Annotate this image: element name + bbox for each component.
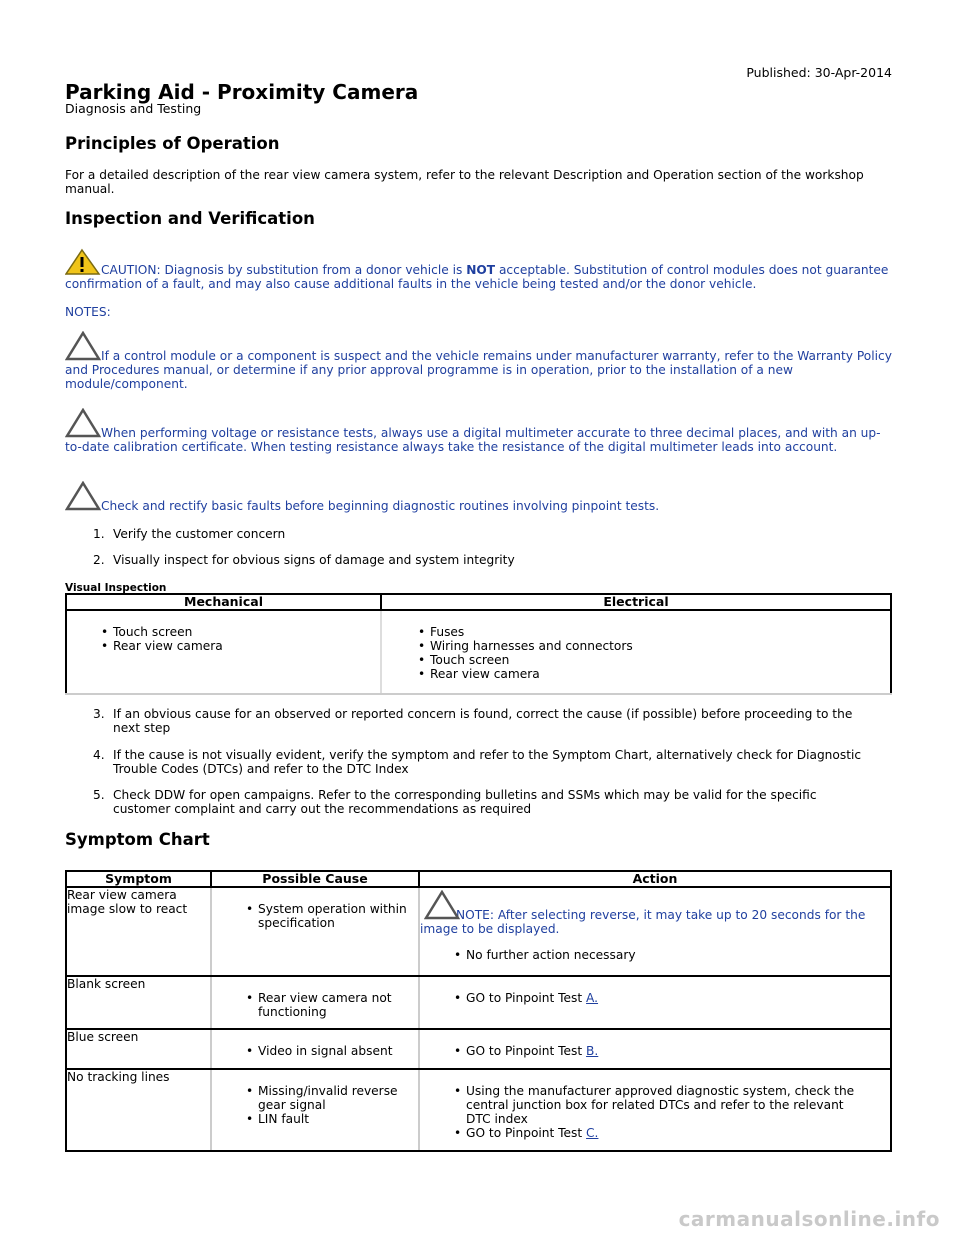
note-multimeter-text: When performing voltage or resistance tests, always use a digital multimeter accurate to three decimal places, and with an up-to-date calibration certificate. When testing resistance always take the resistance of the digital multimeter leads into account. <box>65 426 881 454</box>
note-warranty <box>65 349 895 391</box>
table-row <box>66 976 891 1029</box>
step-number: 5. <box>93 788 105 802</box>
table-row <box>66 887 891 976</box>
notes-label: NOTES: <box>65 305 111 319</box>
cause-cell <box>211 1029 419 1069</box>
list-item <box>454 991 890 1005</box>
action-cell <box>419 887 891 976</box>
note-triangle-icon <box>65 481 101 514</box>
cause-cell <box>211 1069 419 1151</box>
symptom-text: Blank screen <box>67 977 146 991</box>
action-text: GO to Pinpoint Test <box>466 1126 587 1140</box>
list-item: • Missing/invalid reverse gear signal <box>246 1084 418 1112</box>
visual-inspection-label: Visual Inspection <box>65 582 167 594</box>
list-item: • No further action necessary <box>454 948 890 962</box>
symptom-chart-heading: Symptom Chart <box>65 830 210 849</box>
list-item: • Touch screen <box>418 653 890 667</box>
action-note-text: NOTE: After selecting reverse, it may take up to 20 seconds for the image to be displayed. <box>420 908 866 936</box>
note-basic-faults <box>65 499 895 513</box>
step-text: Visually inspect for obvious signs of damage and system integrity <box>113 553 515 567</box>
action-note <box>420 908 890 936</box>
principles-heading: Principles of Operation <box>65 134 280 153</box>
step-text: Verify the customer concern <box>113 527 286 541</box>
pinpoint-test-a-link[interactable]: A. <box>586 991 599 1005</box>
published-date: Published: 30-Apr-2014 <box>746 65 892 80</box>
action-cell <box>419 1069 891 1151</box>
step-text: If an obvious cause for an observed or reported concern is found, correct the cause (if possible) before proceeding to the next step <box>113 707 853 735</box>
symptom-cell <box>66 887 211 976</box>
caution-triangle-icon <box>65 248 101 279</box>
caution-text-prefix: CAUTION: Diagnosis by substitution from a donor vehicle is <box>101 263 467 277</box>
symptom-cell <box>66 976 211 1029</box>
note-triangle-icon <box>65 408 101 441</box>
caution-note <box>65 263 895 291</box>
list-item <box>454 1044 890 1058</box>
mechanical-cell <box>66 610 381 694</box>
list-item: • Rear view camera <box>418 667 890 681</box>
action-cell <box>419 976 891 1029</box>
list-item: • LIN fault <box>246 1112 418 1126</box>
table-row <box>66 1029 891 1069</box>
vi-header-electrical: Electrical <box>381 594 891 610</box>
list-item: • Fuses <box>418 625 890 639</box>
page-subtitle: Diagnosis and Testing <box>65 101 202 116</box>
list-item: • Using the manufacturer approved diagnostic system, check the central junction box for related DTCs and refer to the relevant DTC index <box>454 1084 870 1126</box>
note-basic-faults-text: Check and rectify basic faults before beginning diagnostic routines involving pinpoint tests. <box>101 499 660 513</box>
vi-header-mechanical: Mechanical <box>66 594 381 610</box>
symptom-text: Rear view camera image slow to react <box>67 888 188 916</box>
list-item: • Wiring harnesses and connectors <box>418 639 890 653</box>
note-triangle-icon <box>65 331 101 364</box>
action-cell <box>419 1029 891 1069</box>
inspection-heading: Inspection and Verification <box>65 209 315 228</box>
caution-text-suffix: acceptable. Substitution of control modules does not guarantee confirmation of a fault, and may also cause additional faults in the vehicle being tested and/or the donor vehicle. <box>65 263 889 291</box>
symptom-cell <box>66 1029 211 1069</box>
electrical-cell <box>381 610 891 694</box>
step-text: Check DDW for open campaigns. Refer to the corresponding bulletins and SSMs which may be valid for the specific customer complaint and carry out the recommendations as required <box>113 788 817 816</box>
page-title: Parking Aid - Proximity Camera <box>65 80 419 104</box>
list-item: • Touch screen <box>101 625 380 639</box>
list-item: • System operation within specification <box>246 902 418 930</box>
table-row <box>66 1069 891 1151</box>
list-item: • Rear view camera <box>101 639 380 653</box>
list-item: • Video in signal absent <box>246 1044 418 1058</box>
symptom-text: Blue screen <box>67 1030 139 1044</box>
watermark: carmanualsonline.info <box>678 1207 940 1231</box>
visual-inspection-table <box>65 593 892 695</box>
sc-header-symptom: Symptom <box>66 871 211 887</box>
symptom-chart-table <box>65 870 892 1152</box>
step-number: 2. <box>93 553 105 567</box>
step-text: If the cause is not visually evident, verify the symptom and refer to the Symptom Chart, alternatively check for Diagnostic Trouble Codes (DTCs) and refer to the DTC Index <box>113 748 862 776</box>
step-number: 3. <box>93 707 105 721</box>
pinpoint-test-b-link[interactable]: B. <box>586 1044 599 1058</box>
symptom-cell <box>66 1069 211 1151</box>
action-text: GO to Pinpoint Test <box>466 991 587 1005</box>
sc-header-action: Action <box>419 871 891 887</box>
step-number: 1. <box>93 527 105 541</box>
action-text: GO to Pinpoint Test <box>466 1044 587 1058</box>
caution-not: NOT <box>466 263 496 277</box>
step-number: 4. <box>93 748 105 762</box>
symptom-text: No tracking lines <box>67 1070 170 1084</box>
note-multimeter <box>65 426 895 454</box>
cause-cell <box>211 976 419 1029</box>
list-item <box>454 1126 870 1140</box>
sc-header-cause: Possible Cause <box>211 871 419 887</box>
principles-text: For a detailed description of the rear view camera system, refer to the relevant Description and Operation section of the workshop manual. <box>65 168 864 196</box>
pinpoint-test-c-link[interactable]: C. <box>586 1126 599 1140</box>
note-warranty-text: If a control module or a component is suspect and the vehicle remains under manufacturer warranty, refer to the Warranty Policy and Procedures manual, or determine if any prior approval programme is in operation, prior to the installation of a new module/component. <box>65 349 892 391</box>
cause-cell <box>211 887 419 976</box>
note-triangle-icon <box>424 890 460 923</box>
list-item: • Rear view camera not functioning <box>246 991 418 1019</box>
